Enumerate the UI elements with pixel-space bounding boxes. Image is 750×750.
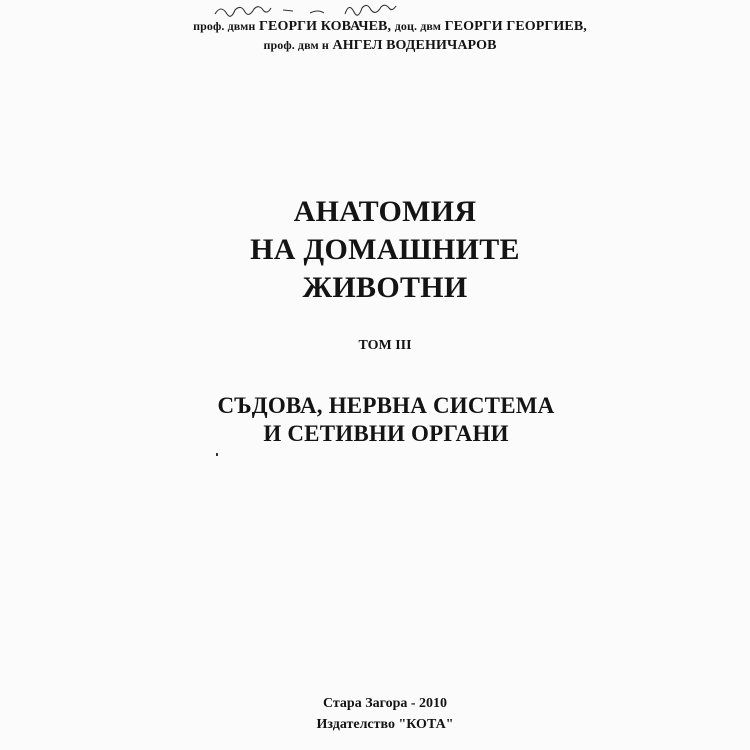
author-3-degree: проф. двм н [263, 38, 329, 52]
scan-speck [216, 453, 218, 456]
publisher: Издателство "КОТА" [316, 717, 454, 732]
author-3-name: АНГЕЛ ВОДЕНИЧАРОВ [332, 38, 497, 53]
title-line-3: ЖИВОТНИ [302, 271, 468, 304]
author-1-degree: проф. двмн [193, 19, 256, 33]
book-subtitle [0, 392, 750, 448]
imprint [0, 693, 750, 735]
handwritten-signature [205, 0, 455, 20]
title-line-1: АНАТОМИЯ [293, 195, 477, 228]
author-2-name: ГЕОРГИ ГЕОРГИЕВ, [444, 19, 587, 34]
subtitle-line-1: СЪДОВА, НЕРВНА СИСТЕМА [217, 393, 555, 418]
authors-line-2 [0, 38, 750, 54]
subtitle-line-2: И СЕТИВНИ ОРГАНИ [263, 421, 509, 446]
title-line-2: НА ДОМАШНИТЕ [250, 233, 520, 266]
volume-number: ТОМ III [358, 338, 412, 353]
author-2-degree: доц. двм [394, 19, 442, 33]
authors-line-1 [0, 19, 750, 35]
place-and-year: Стара Загора - 2010 [322, 696, 448, 711]
author-1-name: ГЕОРГИ КОВАЧЕВ, [259, 19, 392, 34]
book-title [0, 193, 750, 307]
